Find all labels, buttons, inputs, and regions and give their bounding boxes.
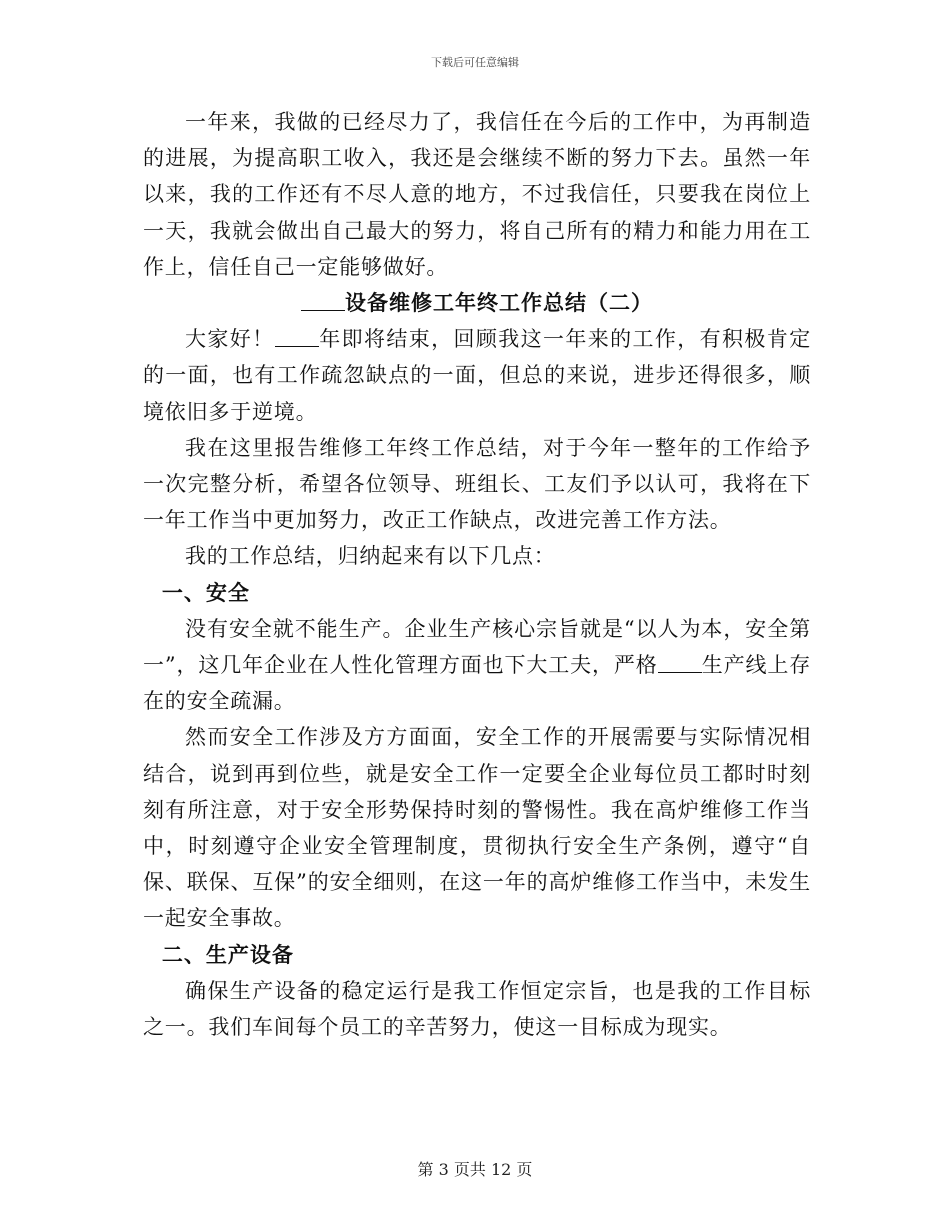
paragraph-7: 确保生产设备的稳定运行是我工作恒定宗旨，也是我的工作目标之一。我们车间每个员工的辛苦努力，使这一目标成为现实。 (143, 978, 811, 1040)
heading-production-equipment: 二、生产设备 (161, 941, 294, 967)
paragraph-4: 我的工作总结，归纳起来有以下几点： (185, 544, 556, 569)
paragraph-5 (143, 611, 811, 720)
blank-underline (658, 653, 702, 673)
paragraph-3: 我在这里报告维修工年终工作总结，对于今年一整年的工作给予一次完整分析，希望各位领导、班组长、工友们予以认可，我将在下一年工作当中更加努力，改正工作缺点，改进完善工作方法。 (143, 435, 811, 533)
paragraph-2-start: 大家好！ (185, 327, 275, 352)
paragraph-1: 一年来，我做的已经尽力了，我信任在今后的工作中，为再制造的进展，为提高职工收入，我还是会继续不断的努力下去。虽然一年以来，我的工作还有不尽人意的地方，不过我信任，只要我在岗位上一天，我就会做出自己最大的努力，将自己所有的精力和能力用在工作上，信任自己一定能够做好。 (143, 110, 811, 279)
heading-safety: 一、安全 (161, 579, 250, 605)
page-footer: 第 3 页共 12 页 (417, 1160, 533, 1179)
page-header: 下载后可任意编辑 (431, 56, 519, 69)
paragraph-2-rest: 年即将结束，回顾我这一年来的工作，有积极肯定的一面，也有工作疏忽缺点的一面，但总的来说，进步还得很多，顺境依旧多于逆境。 (143, 327, 811, 424)
blank-underline (275, 327, 319, 347)
blank-underline (301, 291, 345, 311)
paragraph-5-start: 没有安全就不能生产。企业生产核心宗旨就是“以人为本，安全第一”，这几年企业在人性化管理方面也下大工夫，严格 (143, 616, 811, 678)
paragraph-6: 然而安全工作涉及方方面面，安全工作的开展需要与实际情况相结合，说到再到位些，就是安全工作一定要全企业每位员工都时时刻刻有所注意，对于安全形势保持时刻的警惕性。我在高炉维修工作当中，时刻遵守企业安全管理制度，贯彻执行安全生产条例，遵守“自保、联保、互保”的安全细则，在这一年的高炉维修工作当中，未发生一起安全事故。 (143, 725, 811, 931)
section-title-text: 设备维修工年终工作总结（二） (345, 290, 654, 316)
document-body (143, 104, 811, 1045)
section-title (143, 285, 811, 321)
paragraph-5-rest: 生产线上存在的安全疏漏。 (143, 653, 812, 714)
paragraph-2 (143, 321, 811, 430)
